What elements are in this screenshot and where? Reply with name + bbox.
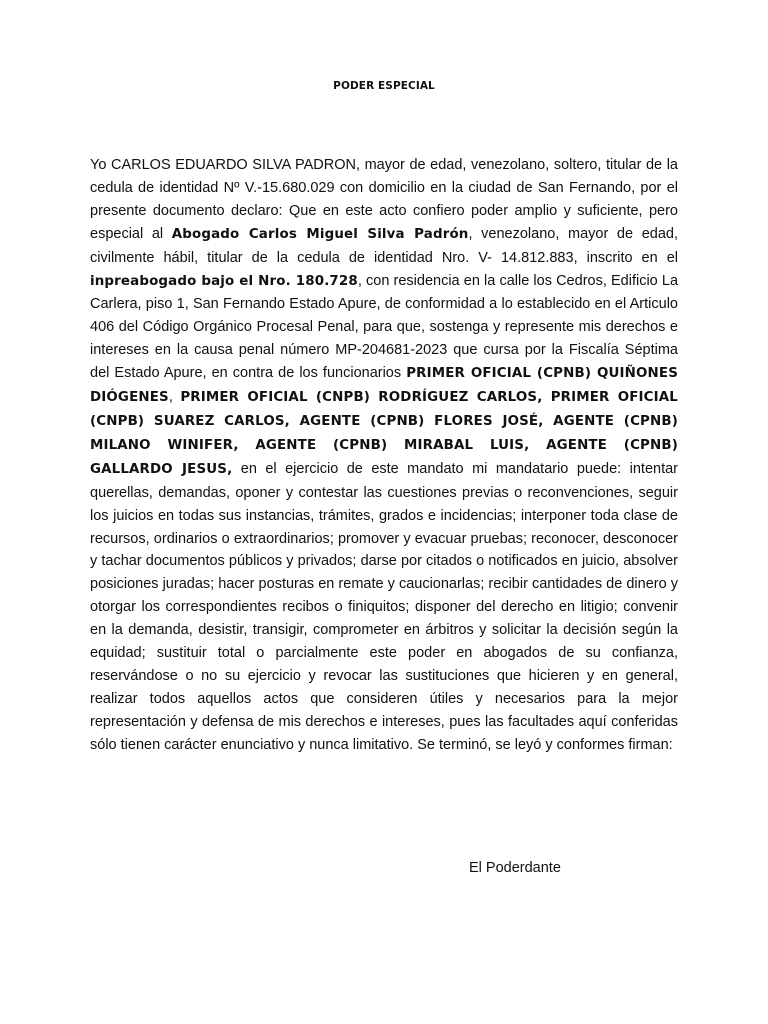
- body-text-segment: Yo CARLOS EDUARDO SILVA PADRON, mayor de edad, venezolano, soltero, titular de la cedula de identidad Nº V.-15.680.029 con domicilio en la ciudad de San Fernando, por el presente documento declaro: Que en este acto confiero poder amplio y suficiente, pero especial al: [90, 157, 678, 242]
- official-name: PRIMER OFICIAL (CPNB) QUIÑONES DIÓGENES: [90, 366, 679, 406]
- attorney-name: Abogado Carlos Miguel Silva Padrón: [171, 226, 469, 242]
- document-body: [90, 154, 678, 757]
- body-text-segment: , con residencia en la calle los Cedros, Edificio La Carlera, piso 1, San Fernando Estado Apure, de conformidad a lo establecido en el Articulo 406 del Código Orgánico Procesal Penal, para que, sostenga y represente mis derechos e intereses en la causa penal número MP-204681-2023 que cursa por la Fiscalía Séptima del Estado Apure, en contra de los funcionarios: [90, 272, 679, 382]
- body-text-segment: ,: [168, 389, 181, 406]
- body-text-segment: , venezolano, mayor de edad, civilmente hábil, titular de la cedula de identidad Nro. V- 14.812.883, inscrito en el: [90, 225, 678, 266]
- signature-label: El Poderdante: [469, 860, 561, 876]
- officials-list: PRIMER OFICIAL (CNPB) RODRÍGUEZ CARLOS, PRIMER OFICIAL (CNPB) SUAREZ CARLOS, AGENTE (CPNB) FLORES JOSÉ, AGENTE (CPNB) MILANO WINIFER, AGENTE (CPNB) MIRABAL LUIS, AGENTE (CPNB) GALLARDO JESUS,: [90, 390, 678, 477]
- document-title: PODER ESPECIAL: [333, 80, 435, 92]
- inpreabogado-number: inpreabogado bajo el Nro. 180.728: [90, 273, 358, 289]
- body-text-segment: en el ejercicio de este mandato mi mandatario puede: intentar querellas, demandas, oponer y contestar las cuestiones previas o reconvenciones, seguir los juicios en todas sus instancias, trámites, grados e incidencias; interponer toda clase de recursos, ordinarios o extraordinarios; promover y evacuar pruebas; reconocer, desconocer y tachar documentos públicos y privados; darse por citados o notificados en juicio, absolver posiciones juradas; hacer posturas en remate y caucionarlas; recibir cantidades de dinero y otorgar los correspondientes recibos o finiquitos; disponer del derecho en litigio; convenir en la demanda, desistir, transigir, comprometer en árbitros y solicitar la decisión según la equidad; sustituir total o parcialmente este poder en abogados de su confianza, reservándose o no su ejercicio y revocar las sustituciones que hicieren y en general, realizar todos aquellos actos que consideren útiles y necesarios para la mejor representación y defensa de mis derechos e intereses, pues las facultades aquí conferidas sólo tienen carácter enunciativo y nunca limitativo. Se terminó, se leyó y conformes firman:: [90, 460, 678, 753]
